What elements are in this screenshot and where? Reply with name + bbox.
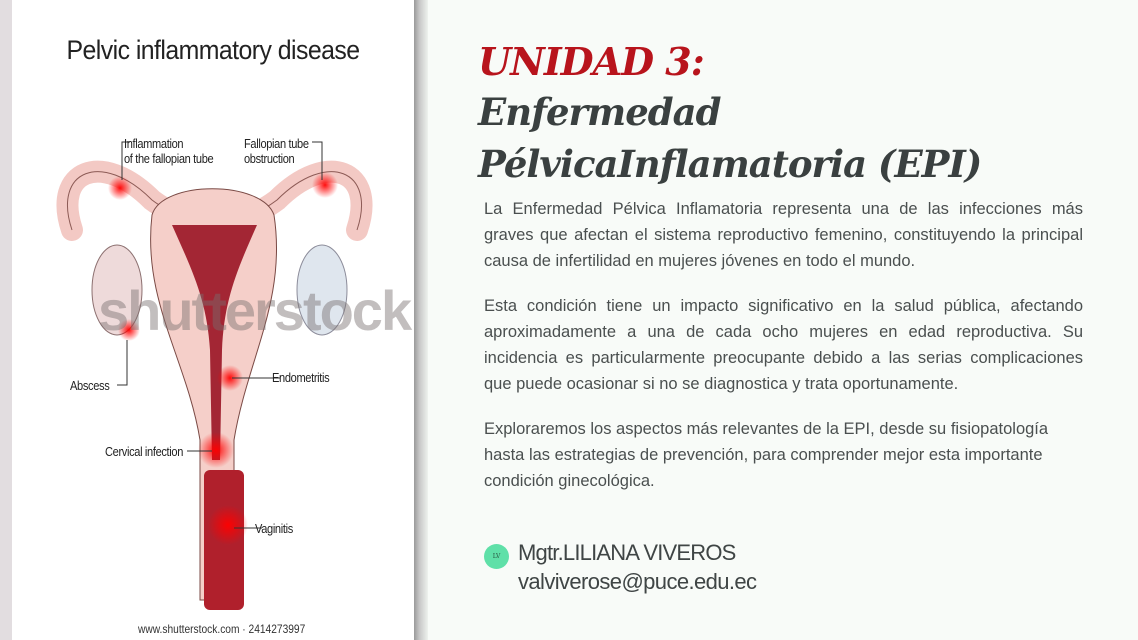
paragraph-intro: La Enfermedad Pélvica Inflamatoria representa una de las infecciones más graves que afectan el sistema reproductivo femenino, constituyendo la principal causa de infertilidad en mujeres jóvenes en todo el mundo. <box>484 200 1083 270</box>
unit-heading: UNIDAD 3: <box>478 39 704 84</box>
image-shadow <box>414 0 428 640</box>
left-edge-strip <box>0 0 12 640</box>
shutterstock-watermark: shutterstock <box>98 279 411 342</box>
paragraph-scope: Exploraremos los aspectos más relevantes de la EPI, desde su fisiopatología hasta las estrategias de prevención, para comprender mejor esta importante condición ginecológica. <box>484 420 1049 490</box>
author-email: valviverose@puce.edu.ec <box>518 569 757 594</box>
label-inflammation-line2: of the fallopian tube <box>124 151 214 166</box>
label-obstruction-line1: Fallopian tube <box>244 136 309 151</box>
label-vaginitis: Vaginitis <box>255 521 293 536</box>
label-inflammation <box>124 136 213 166</box>
pid-illustration <box>12 0 414 640</box>
image-credit: www.shutterstock.com · 2414273997 <box>138 622 306 636</box>
label-obstruction-line2: obstruction <box>244 151 295 166</box>
illustration-title: Pelvic inflammatory disease <box>66 35 360 65</box>
slide-content <box>478 38 1083 494</box>
label-abscess: Abscess <box>70 378 110 393</box>
label-tube-obstruction <box>244 136 309 166</box>
slide-title-line2: PélvicaInflamatoria (EPI) <box>478 142 982 186</box>
author-avatar: LV <box>484 544 509 569</box>
label-endometritis: Endometritis <box>272 370 330 385</box>
label-cervical-infection: Cervical infection <box>105 444 184 459</box>
slide-title-line1: Enfermedad <box>478 90 721 134</box>
author-name: Mgtr.LILIANA VIVEROS <box>518 540 736 565</box>
paragraph-impact: Esta condición tiene un impacto significativo en la salud pública, afectando aproximadamente a una de cada ocho mujeres en edad reproductiva. Su incidencia es particularmente preocupante debido a las serias complicaciones que puede ocasionar si no se diagnostica y trata oportunamente. <box>484 297 1083 393</box>
label-inflammation-line1: Inflammation <box>124 136 184 151</box>
